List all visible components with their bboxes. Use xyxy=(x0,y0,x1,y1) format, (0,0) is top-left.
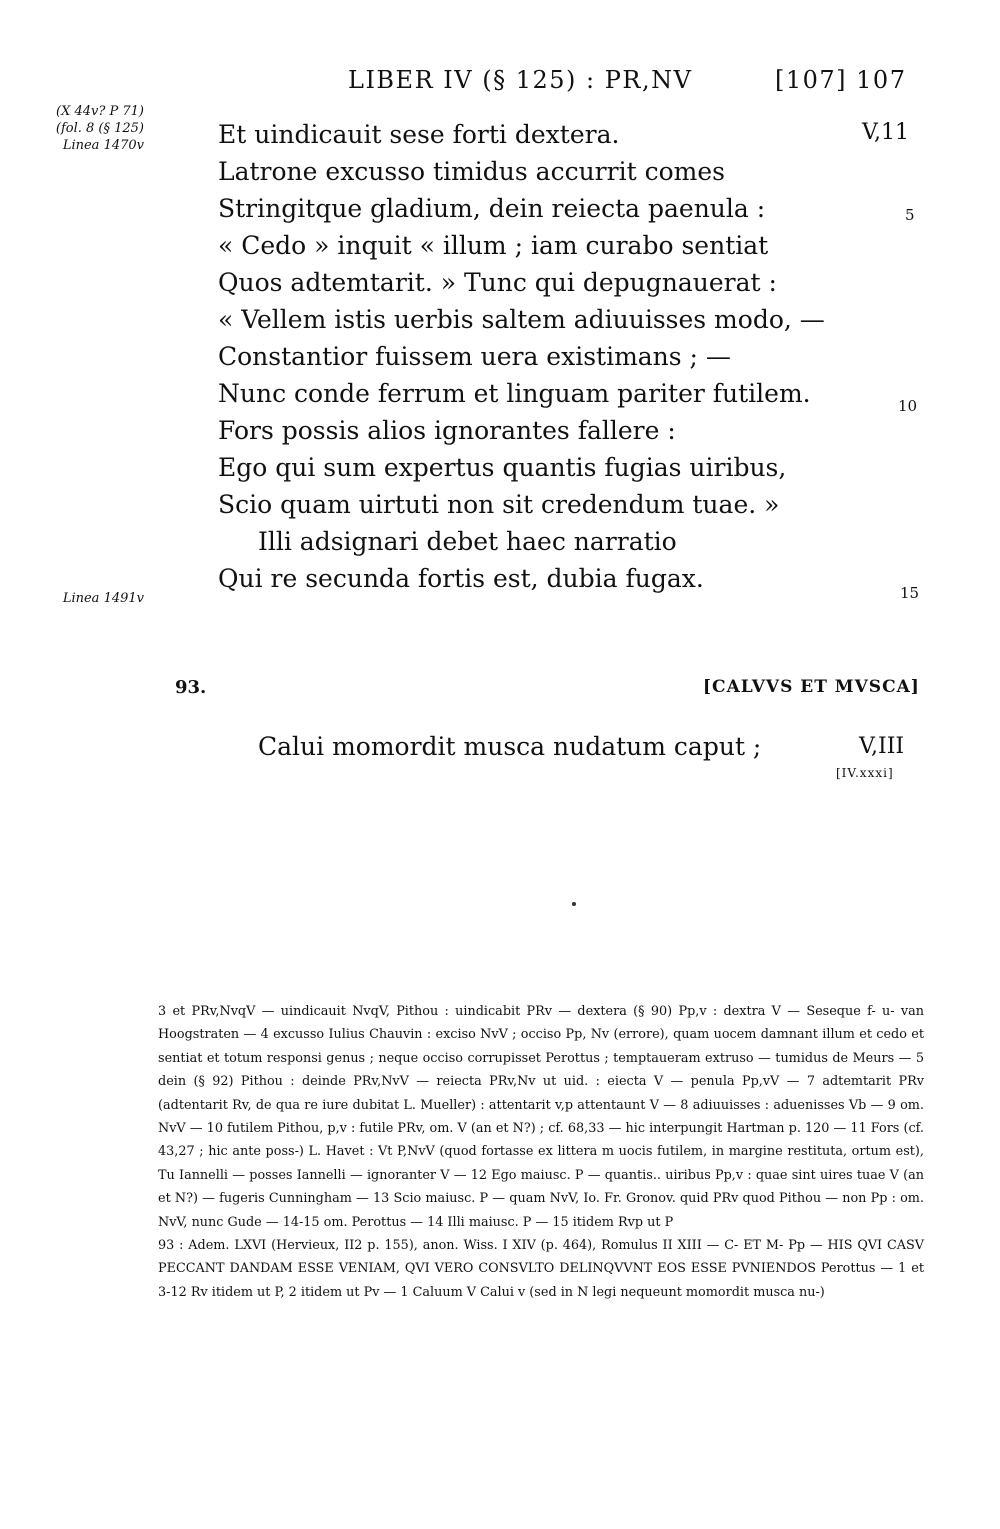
line-number: 15 xyxy=(900,584,920,602)
verse-line: « Vellem istis uerbis saltem adiuuisses modo, — xyxy=(218,305,825,334)
line-number: 5 xyxy=(905,206,915,224)
verse-line: Stringitque gladium, dein reiecta paenula : xyxy=(218,194,766,223)
verse-line: Et uindicauit sese forti dextera. xyxy=(218,120,620,149)
line-number: 10 xyxy=(898,397,918,415)
stray-mark xyxy=(572,902,576,906)
margin-note-line: (X 44v? P 71) xyxy=(56,104,144,119)
apparatus-paragraph: 93 : Adem. LXVI (Hervieux, II2 p. 155), anon. Wiss. I XIV (p. 464), Romulus II XIII — C- ET M- Pp — HIS QVI CASV PECCANT DANDAM ESSE VENIAM, QVI VERO CONSVLTO DELINQVVNT EOS ESSE PVNIENDOS Perottus — 1 et 3-12 Rv itidem ut P, 2 itidem ut Pv — 1 Caluum V Calui v (sed in N legi nequeunt momordit musca nu-) xyxy=(158,1238,924,1300)
verse-line: Fors possis alios ignorantes fallere : xyxy=(218,416,676,445)
verse-line: Constantior fuissem uera existimans ; — xyxy=(218,342,731,371)
verse-line: Ego qui sum expertus quantis fugias uiribus, xyxy=(218,453,787,482)
apparatus-paragraph: 3 et PRv,NvqV — uindicauit NvqV, Pithou : uindicabit PRv — dextera (§ 90) Pp,v : dextra V — Seseque f- u- van Hoogstraten — 4 excusso Iulius Chauvin : exciso NvV ; occiso Pp, Nv (errore), quam uocem damnant illum et cedo et sentiat et totum responsi genus ; neque occiso corrupisset Perottus ; temptaueram extruso — tumidus de Meurs — 5 dein (§ 92) Pithou : deinde PRv,NvV — reiecta PRv,Nv ut uid. : eiecta V — penula Pp,vV — 7 adtemtarit PRv (adtentarit Rv, de qua re iure dubitat L. Mueller) : attentarit v,p attentaunt V — 8 adiuuisses : aduenisses Vb — 9 om. NvV — 10 futilem Pithou, p,v : futile PRv, om. V (an et N?) ; cf. 68,33 — hic interpungit Hartman p. 120 — 11 Fors (cf. 43,27 ; hic ante poss-) L. Havet : Vt P,NvV (quod fortasse ex littera m uocis futilem, in margine restituta, ortum est), Tu Iannelli — posses Iannelli — ignoranter V — 12 Ego maiusc. P — quantis.. uiribus Pp,v : quae sint uires tuae V (an et N?) — fugeris Cunningham — 13 Scio maiusc. P — quam NvV, Io. Fr. Gronov. quid PRv quod Pithou — non Pp : om. NvV, nunc Gude — 14-15 om. Perottus — 14 Illi maiusc. P — 15 itidem Rvp ut P xyxy=(158,1004,924,1230)
margin-note-line: (fol. 8 (§ 125) xyxy=(55,121,144,136)
fable-secondary-reference: [IV.xxxi] xyxy=(836,766,894,780)
verse-line: Quos adtemtarit. » Tunc qui depugnauerat : xyxy=(218,268,777,297)
verse-line: Nunc conde ferrum et linguam pariter futilem. xyxy=(218,379,811,408)
margin-note-line: Linea 1470v xyxy=(62,138,144,153)
fable-verse: Calui momordit musca nudatum caput ; xyxy=(258,732,762,761)
running-header-title: LIBER IV (§ 125) : PR,NV xyxy=(348,66,693,94)
verse-line: Qui re secunda fortis est, dubia fugax. xyxy=(218,564,704,593)
poem-verses xyxy=(218,116,825,597)
fable-source-reference: V,III xyxy=(859,734,905,759)
fable-title: [CALVVS ET MVSCA] xyxy=(703,677,920,697)
source-reference: V,11 xyxy=(862,120,910,145)
verse-line: Latrone excusso timidus accurrit comes xyxy=(218,157,725,186)
verse-line: Scio quam uirtuti non sit credendum tuae. » xyxy=(218,490,780,519)
verse-line: « Cedo » inquit « illum ; iam curabo sentiat xyxy=(218,231,769,260)
margin-note-bottom: Linea 1491v xyxy=(62,591,144,606)
critical-apparatus xyxy=(158,1000,924,1304)
margin-note-top xyxy=(6,103,144,154)
page-number: [107] 107 xyxy=(775,66,907,94)
verse-line: Illi adsignari debet haec narratio xyxy=(258,527,677,556)
fable-number: 93. xyxy=(175,677,207,698)
